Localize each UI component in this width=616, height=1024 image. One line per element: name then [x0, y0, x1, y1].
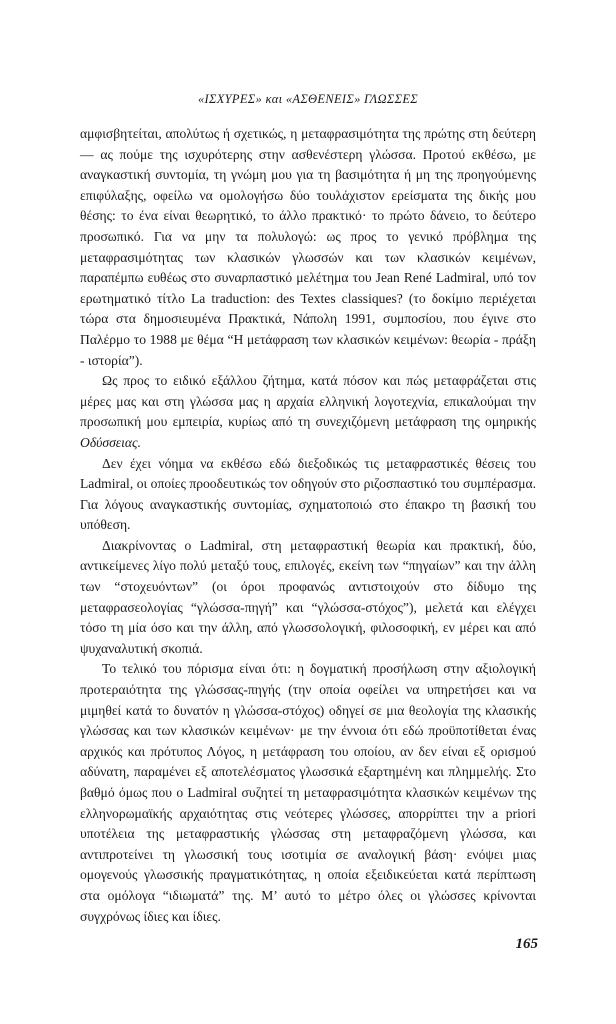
paragraph-2 — [80, 371, 536, 453]
running-head: «ΙΣΧΥΡΕΣ» και «ΑΣΘΕΝΕΙΣ» ΓΛΩΣΣΕΣ — [197, 92, 419, 106]
odyssey-title: Οδύσσειας. — [80, 434, 141, 450]
paragraph-3: Δεν έχει νόημα να εκθέσω εδώ διεξοδικώς τις μεταφραστικές θέσεις του Ladmiral, οι οποίες προοδευτικώς τον οδηγούν στο ριζοσπαστικό του συμπέρασμα. Για λόγους αναγκαστικής συντομίας, σχηματοποιώ στο έπακρο τη βασική του υπόθεση. — [80, 455, 536, 533]
paragraph-2-text: Ως προς το ειδικό εξάλλου ζήτημα, κατά πόσον και πώς μεταφράζεται στις μέρες μας και στη γλώσσα μας η αρχαία ελληνική λογοτεχνία, επικαλούμαι την προσωπική μου εμπειρία, κυρίως από τη συνεχιζόμενη μετάφραση της ομηρικής — [80, 373, 536, 430]
body-text — [80, 124, 536, 927]
paragraph-4: Διακρίνοντας ο Ladmiral, στη μεταφραστική θεωρία και πρακτική, δύο, αντικείμενες λίγο πολύ μεταξύ τους, επιλογές, εκείνη των “πηγαίων” και την άλλη των “στοχευόντων” (οι όροι προφανώς αντιστοιχούν στο δίδυμο της μεταφρασεολογίας “γλώσσα-πηγή” και “γλώσσα-στόχος”), μελετά και ελέγχει τόσο τη μία όσο και την άλλη, από γλωσσολογική, φιλοσοφική, εν μέρει και από ψυχαναλυτική σκοπιά. — [80, 537, 536, 656]
page-number: 165 — [515, 936, 538, 952]
paragraph-5: Το τελικό του πόρισμα είναι ότι: η δογματική προσήλωση στην αξιολογική προτεραιότητα της γλώσσας-πηγής (την οποία οφείλει να υπηρετήσει και να μιμηθεί κατά το δυνατόν η γλώσσα-στόχος) οδηγεί σε μια θεολογία της κλασικής γλώσσας και των κλασικών κειμένων· με την έννοια ότι εδώ προϋποτίθεται ένας αρχικός και πρότυπος Λόγος, η μετάφραση του οποίου, αν δεν είναι εξ ορισμού αδύνατη, παραμένει εξ αποτελέσματος γλωσσικά εξαρτημένη και πλημμελής. Στο βαθμό όμως που ο Ladmiral συζητεί τη μεταφρασιμότητα κλασικών κειμένων της ελληνορωμαϊκής αρχαιότητας στις νεότερες γλώσσες, απορρίπτει την a priori υποτέλεια της μεταφραστικής γλώσσας στη μεταφραζόμενη γλώσσα, και αντιπροτείνει τη γλωσσική τους ισοτιμία σε αναλογική βάση· ενόψει μιας ομογενούς γλωσσικής πραγματικότητας, η οποία εξειδικεύεται κατά περίπτωση στα ομόλογα “ιδιωματά” της. Μ’ αυτό το μέτρο όλες οι γλώσσες κρίνονται συγχρόνως ίδιες και ίδιες. — [80, 661, 537, 924]
paragraph-1: αμφισβητείται, απολύτως ή σχετικώς, η μεταφρασιμότητα της πρώτης στη δεύτερη — ας πούμε της ισχυρότερης στην ασθενέστερη γλώσσα. Προτού εκθέσω, με αναγκαστική συντομία, τη γνώμη μου για τη βασιμότητα ή μη της προηγούμενης επιφύλαξης, οφείλω να ομολογήσω δύο τουλάχιστον ερείσματα της δικής μου θέσης: το ένα είναι θεωρητικό, το άλλο πρακτικό· το πρώτο δάνειο, το δεύτερο προσωπικό. Για να μην τα πολυλογώ: ως προς το γενικό πρόβλημα της μεταφρασιμότητας των κλασικών γλωσσών και των κλασικών κειμένων, παραπέμπω ευθέως στο συναρπαστικό μελέτημα του Jean René Ladmiral, υπό τον ερωτηματικό τίτλο La traduction: des Textes classiques? (το δοκίμιο περιέχεται τώρα στα δημοσιευμένα Πρακτικά, Νάπολη 1991, συμποσίου, που έγινε στο Παλέρμο το 1988 με θέμα “Η μετάφραση των κλασικών κειμένων: θεωρία - πράξη - ιστορία”). — [80, 126, 536, 368]
